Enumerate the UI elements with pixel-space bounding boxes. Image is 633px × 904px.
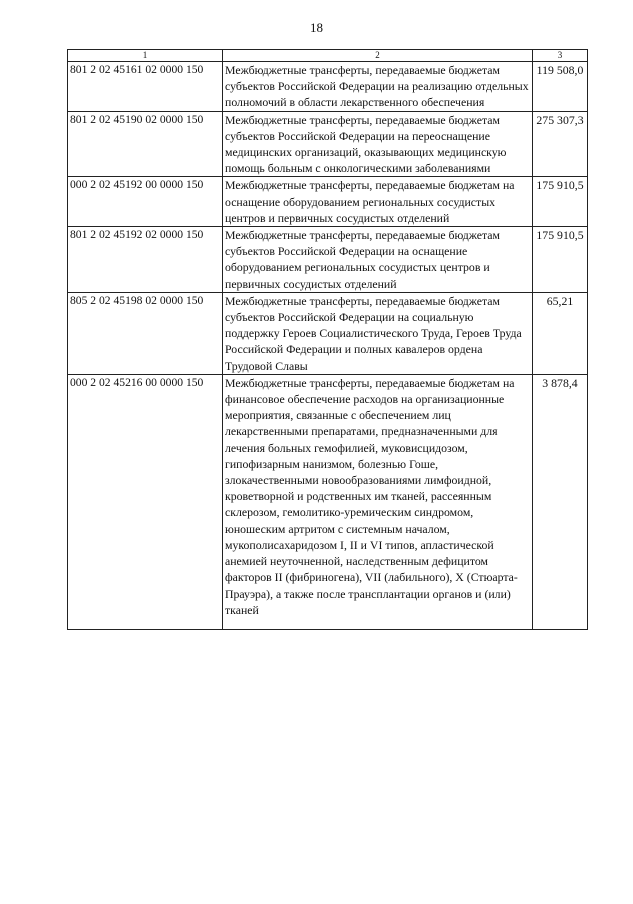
budget-code: 000 2 02 45216 00 0000 150 [68, 374, 223, 629]
budget-code: 801 2 02 45161 02 0000 150 [68, 62, 223, 112]
budget-code: 000 2 02 45192 00 0000 150 [68, 177, 223, 227]
table-row [68, 227, 588, 293]
table-row [68, 177, 588, 227]
amount: 65,21 [533, 292, 588, 374]
transfer-description: Межбюджетные трансферты, передаваемые бюджетам субъектов Российской Федерации на реализацию отдельных полномочий в области лекарственного обеспечения [223, 62, 533, 112]
column-number-row [68, 50, 588, 62]
column-number-1: 1 [68, 50, 223, 62]
amount: 175 910,5 [533, 227, 588, 293]
page-number: 18 [310, 20, 323, 35]
transfer-description: Межбюджетные трансферты, передаваемые бюджетам на финансовое обеспечение расходов на организационные мероприятия, связанные с обеспечением лиц лекарственными препаратами, предназначенными для лечения больных гемофилией, муковисцидозом, гипофизарным нанизмом, болезнью Гоше, злокачественными новообразованиями лимфоидной, кроветворной и родственных им тканей, рассеянным склерозом, гемолитико-уремическим синдромом, юношеским артритом с системным началом, мукополисахаридозом I, II и VI типов, апластической анемией неуточненной, наследственным дефицитом факторов II (фибриногена), VII (лабильного), X (Стюарта-Прауэра), а также после трансплантации органов и (или) тканей [223, 374, 533, 629]
table-row [68, 374, 588, 629]
amount: 175 910,5 [533, 177, 588, 227]
transfer-description: Межбюджетные трансферты, передаваемые бюджетам субъектов Российской Федерации на социальную поддержку Героев Социалистического Труда, Героев Труда Российской Федерации и полных кавалеров ордена Трудовой Славы [223, 292, 533, 374]
amount: 3 878,4 [533, 374, 588, 629]
amount: 275 307,3 [533, 111, 588, 177]
budget-code: 805 2 02 45198 02 0000 150 [68, 292, 223, 374]
column-number-3: 3 [533, 50, 588, 62]
budget-code: 801 2 02 45190 02 0000 150 [68, 111, 223, 177]
column-number-2: 2 [223, 50, 533, 62]
transfer-description: Межбюджетные трансферты, передаваемые бюджетам субъектов Российской Федерации на оснащение оборудованием региональных сосудистых центров и первичных сосудистых отделений [223, 227, 533, 293]
budget-table [67, 49, 588, 630]
table-row [68, 292, 588, 374]
table-row [68, 62, 588, 112]
transfer-description: Межбюджетные трансферты, передаваемые бюджетам субъектов Российской Федерации на переоснащение медицинских организаций, оказывающих медицинскую помощь больным с онкологическими заболеваниями [223, 111, 533, 177]
amount: 119 508,0 [533, 62, 588, 112]
budget-code: 801 2 02 45192 02 0000 150 [68, 227, 223, 293]
transfer-description: Межбюджетные трансферты, передаваемые бюджетам на оснащение оборудованием региональных сосудистых центров и первичных сосудистых отделений [223, 177, 533, 227]
table-row [68, 111, 588, 177]
